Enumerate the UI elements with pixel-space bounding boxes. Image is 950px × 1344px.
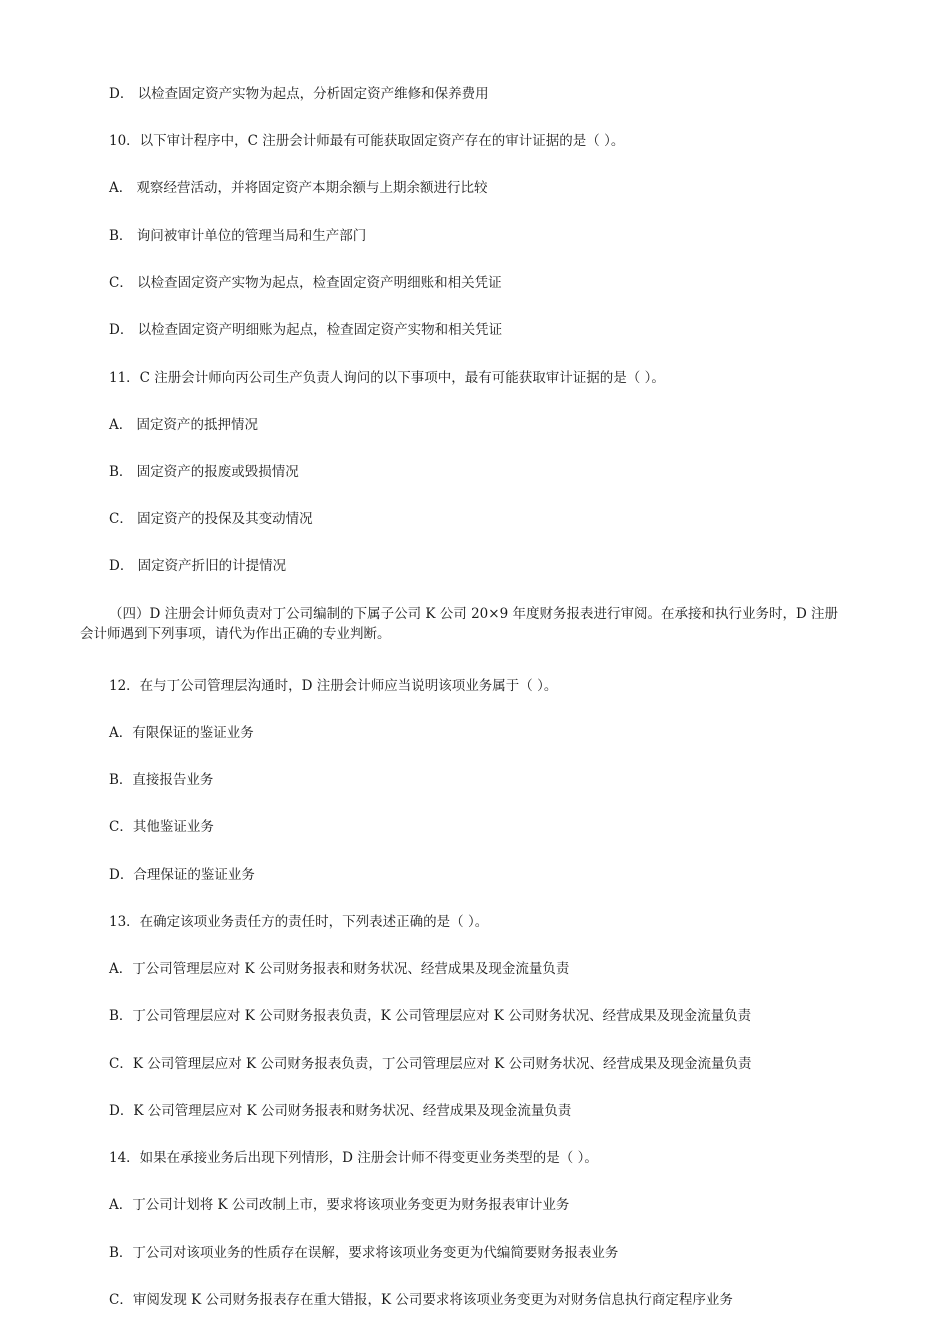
question-14: 14．如果在承接业务后出现下列情形，D 注册会计师不得变更业务类型的是（ ）。: [109, 1150, 598, 1166]
option-11c: C． 固定资产的投保及其变动情况: [109, 511, 313, 527]
question-11: 11．C 注册会计师向丙公司生产负责人询问的以下事项中，最有可能获取审计证据的是（ ）。: [109, 370, 665, 386]
option-13c: C．K 公司管理层应对 K 公司财务报表负责，丁公司管理层应对 K 公司财务状况、经营成果及现金流量负责: [109, 1056, 752, 1072]
option-10d: D． 以检查固定资产明细账为起点，检查固定资产实物和相关凭证: [109, 322, 503, 338]
option-10c: C． 以检查固定资产实物为起点，检查固定资产明细账和相关凭证: [109, 275, 502, 291]
option-10b: B． 询问被审计单位的管理当局和生产部门: [109, 228, 367, 244]
section-4-intro: [80, 604, 869, 644]
option-12d: D．合理保证的鉴证业务: [109, 867, 255, 883]
option-12a: A．有限保证的鉴证业务: [109, 725, 254, 741]
question-10: 10．以下审计程序中，C 注册会计师最有可能获取固定资产存在的审计证据的是（ ）。: [109, 133, 625, 149]
option-11b: B． 固定资产的报废或毁损情况: [109, 464, 299, 480]
option-14a: A．丁公司计划将 K 公司改制上市，要求将该项业务变更为财务报表审计业务: [109, 1197, 570, 1213]
option-9d: D． 以检查固定资产实物为起点，分析固定资产维修和保养费用: [109, 86, 489, 102]
option-13b: B．丁公司管理层应对 K 公司财务报表负责，K 公司管理层应对 K 公司财务状况、经营成果及现金流量负责: [109, 1008, 752, 1024]
option-14c: C．审阅发现 K 公司财务报表存在重大错报，K 公司要求将该项业务变更为对财务信息执行商定程序业务: [109, 1292, 733, 1308]
option-11d: D． 固定资产折旧的计提情况: [109, 558, 287, 574]
option-13d: D．K 公司管理层应对 K 公司财务报表和财务状况、经营成果及现金流量负责: [109, 1103, 572, 1119]
section-4-line-2: 会计师遇到下列事项，请代为作出正确的专业判断。: [80, 626, 391, 642]
option-14b: B．丁公司对该项业务的性质存在误解，要求将该项业务变更为代编简要财务报表业务: [109, 1245, 619, 1261]
option-12b: B．直接报告业务: [109, 772, 214, 788]
option-12c: C．其他鉴证业务: [109, 819, 214, 835]
question-12: 12．在与丁公司管理层沟通时，D 注册会计师应当说明该项业务属于（ ）。: [109, 678, 558, 694]
option-10a: A． 观察经营活动，并将固定资产本期余额与上期余额进行比较: [109, 180, 488, 196]
section-4-line-1: （四）D 注册会计师负责对丁公司编制的下属子公司 K 公司 20×9 年度财务报表进行审阅。在承接和执行业务时，D 注册: [109, 606, 839, 622]
option-13a: A．丁公司管理层应对 K 公司财务报表和财务状况、经营成果及现金流量负责: [109, 961, 570, 977]
question-13: 13．在确定该项业务责任方的责任时，下列表述正确的是（ ）。: [109, 914, 489, 930]
option-11a: A． 固定资产的抵押情况: [109, 417, 259, 433]
